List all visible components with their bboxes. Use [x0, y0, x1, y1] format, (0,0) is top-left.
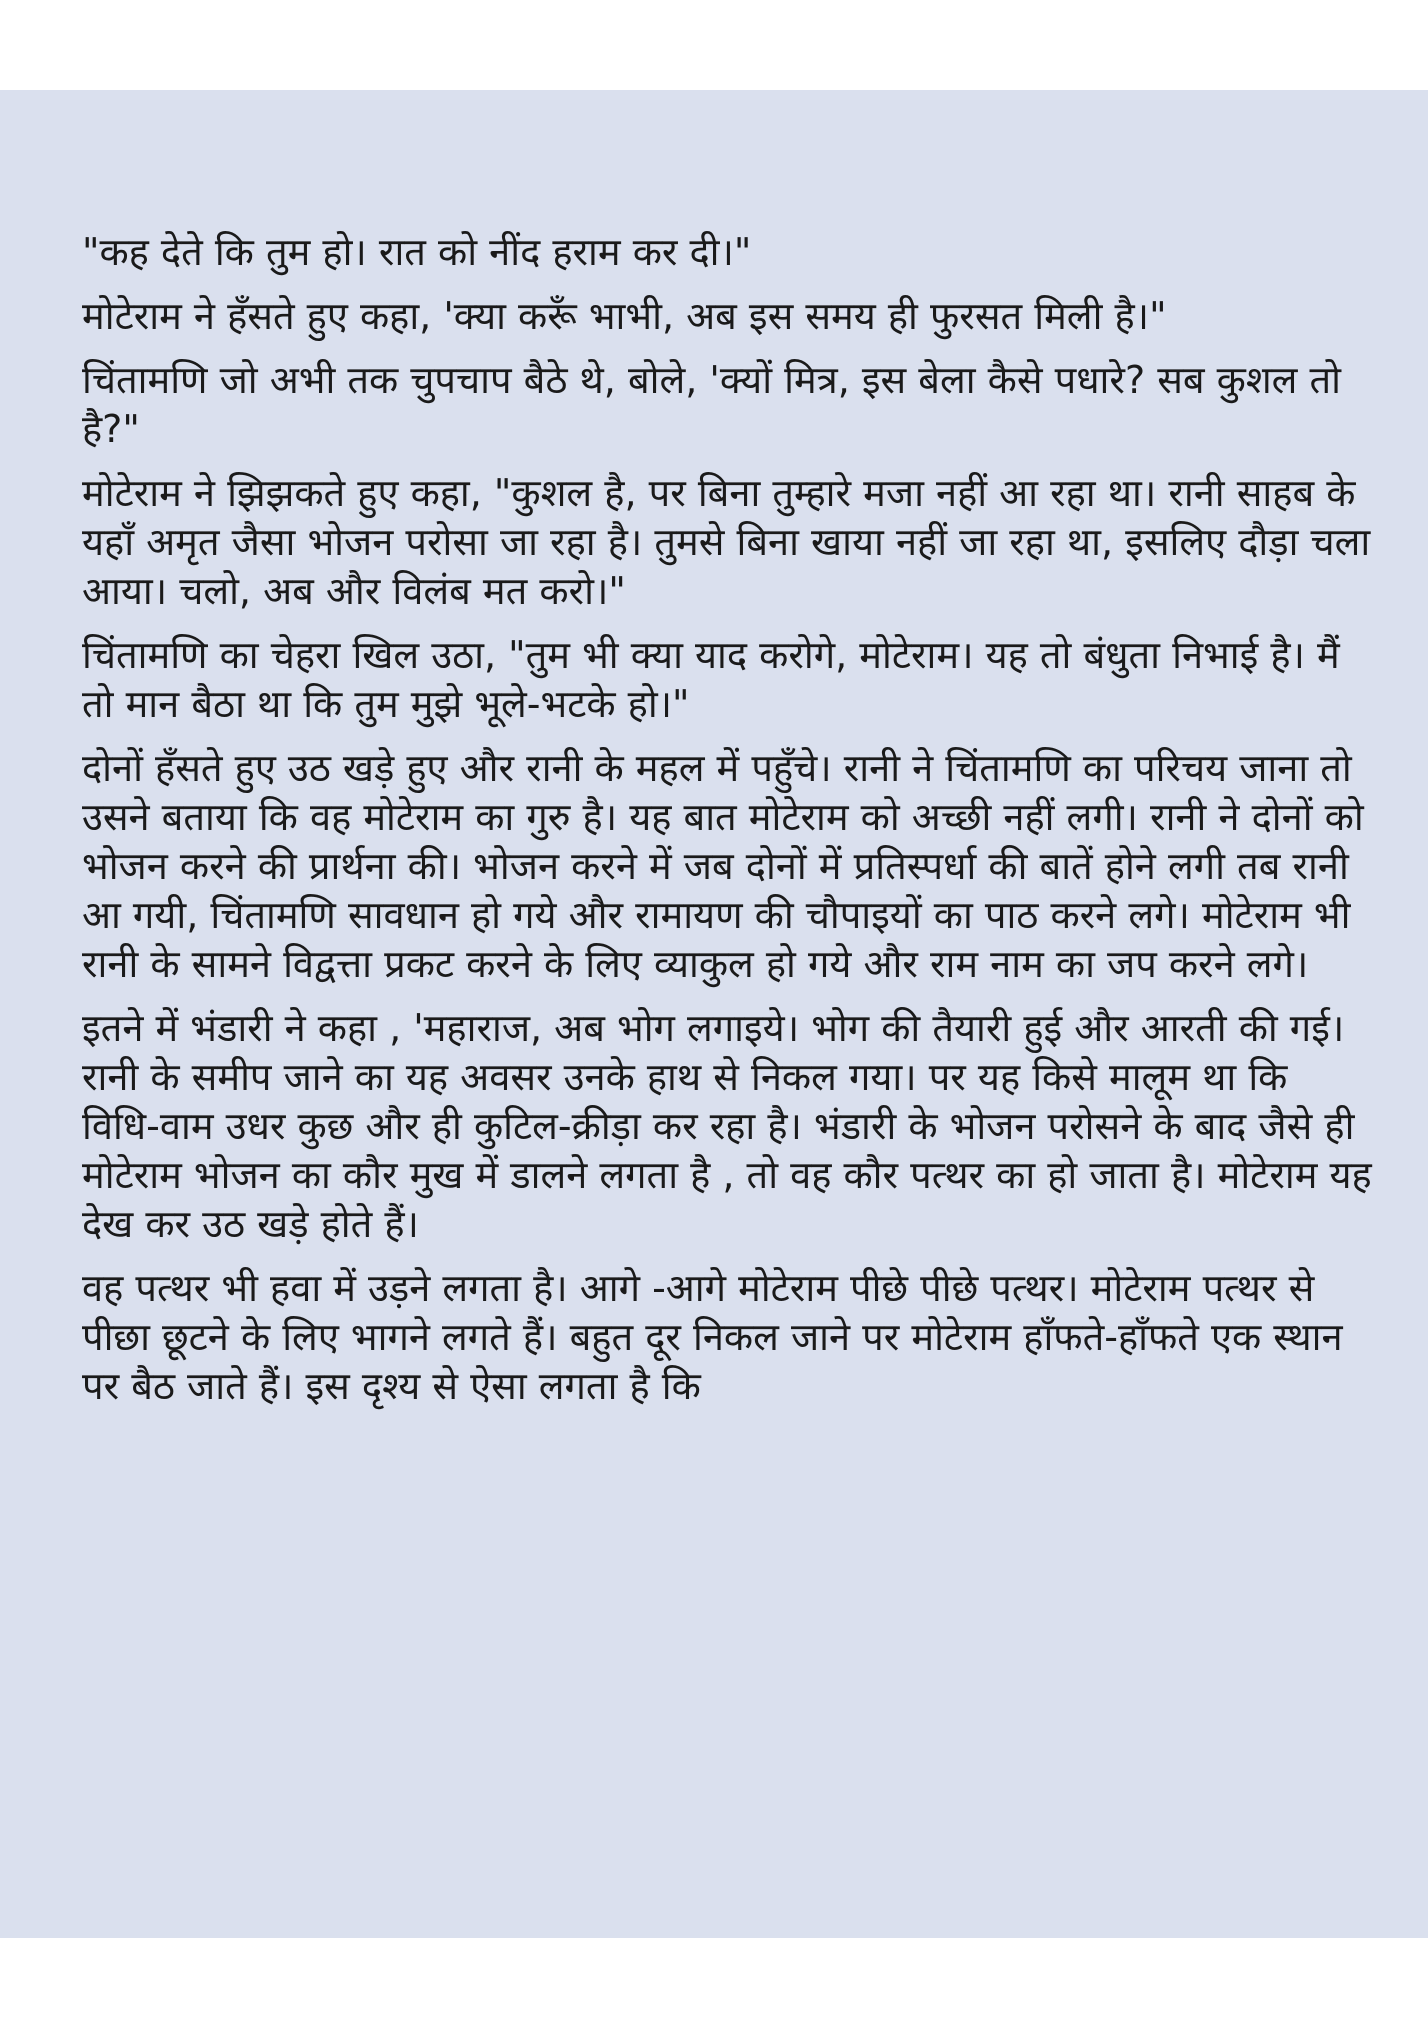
paragraph-5: चिंतामणि का चेहरा खिल उठा, "तुम भी क्या याद करोगे, मोटेराम। यह तो बंधुता निभाई है। मैं तो मान बैठा था कि तुम मुझे भूले-भटके हो।" — [82, 633, 1340, 726]
paragraph-2: मोटेराम ने हँसते हुए कहा, 'क्या करूँ भाभी, अब इस समय ही फुरसत मिली है।" — [82, 294, 1167, 338]
paragraph-4: मोटेराम ने झिझकते हुए कहा, "कुशल है, पर बिना तुम्हारे मजा नहीं आ रहा था। रानी साहब के यहाँ अमृत जैसा भोजन परोसा जा रहा है। तुमसे बिना खाया नहीं जा रहा था, इसलिए दौड़ा चला आया। चलो, अब और विलंब मत करो।" — [82, 471, 1371, 613]
paragraph-1: "कह देते कि तुम हो। रात को नींद हराम कर दी।" — [82, 230, 752, 274]
paragraph-7: इतने में भंडारी ने कहा , 'महाराज, अब भोग लगाइये। भोग की तैयारी हुई और आरती की गई। रानी के समीप जाने का यह अवसर उनके हाथ से निकल गया। पर यह किसे मालूम था कि विधि-वाम उधर कुछ और ही कुटिल-क्रीड़ा कर रहा है। भंडारी के भोजन परोसने के बाद जैसे ही मोटेराम भोजन का कौर मुख में डालने लगता है , तो वह कौर पत्थर का हो जाता है। मोटेराम यह देख कर उठ खड़े होते हैं। — [82, 1006, 1372, 1246]
paragraph-8: वह पत्थर भी हवा में उड़ने लगता है। आगे -आगे मोटेराम पीछे पीछे पत्थर। मोटेराम पत्थर से पीछा छूटने के लिए भागने लगते हैं। बहुत दूर निकल जाने पर मोटेराम हाँफते-हाँफते एक स्थान पर बैठ जाते हैं। इस दृश्य से ऐसा लगता है कि — [82, 1266, 1343, 1408]
story-text — [82, 228, 1372, 1426]
paragraph-3: चिंतामणि जो अभी तक चुपचाप बैठे थे, बोले, 'क्यों मित्र, इस बेला कैसे पधारे? सब कुशल तो है?" — [82, 358, 1342, 451]
paragraph-6: दोनों हँसते हुए उठ खड़े हुए और रानी के महल में पहुँचे। रानी ने चिंतामणि का परिचय जाना तो उसने बताया कि वह मोटेराम का गुरु है। यह बात मोटेराम को अच्छी नहीं लगी। रानी ने दोनों को भोजन करने की प्रार्थना की। भोजन करने में जब दोनों में प्रतिस्पर्धा की बातें होने लगी तब रानी आ गयी, चिंतामणि सावधान हो गये और रामायण की चौपाइयों का पाठ करने लगे। मोटेराम भी रानी के सामने विद्वत्ता प्रकट करने के लिए व्याकुल हो गये और राम नाम का जप करने लगे। — [82, 746, 1364, 986]
page-panel — [0, 90, 1428, 1938]
